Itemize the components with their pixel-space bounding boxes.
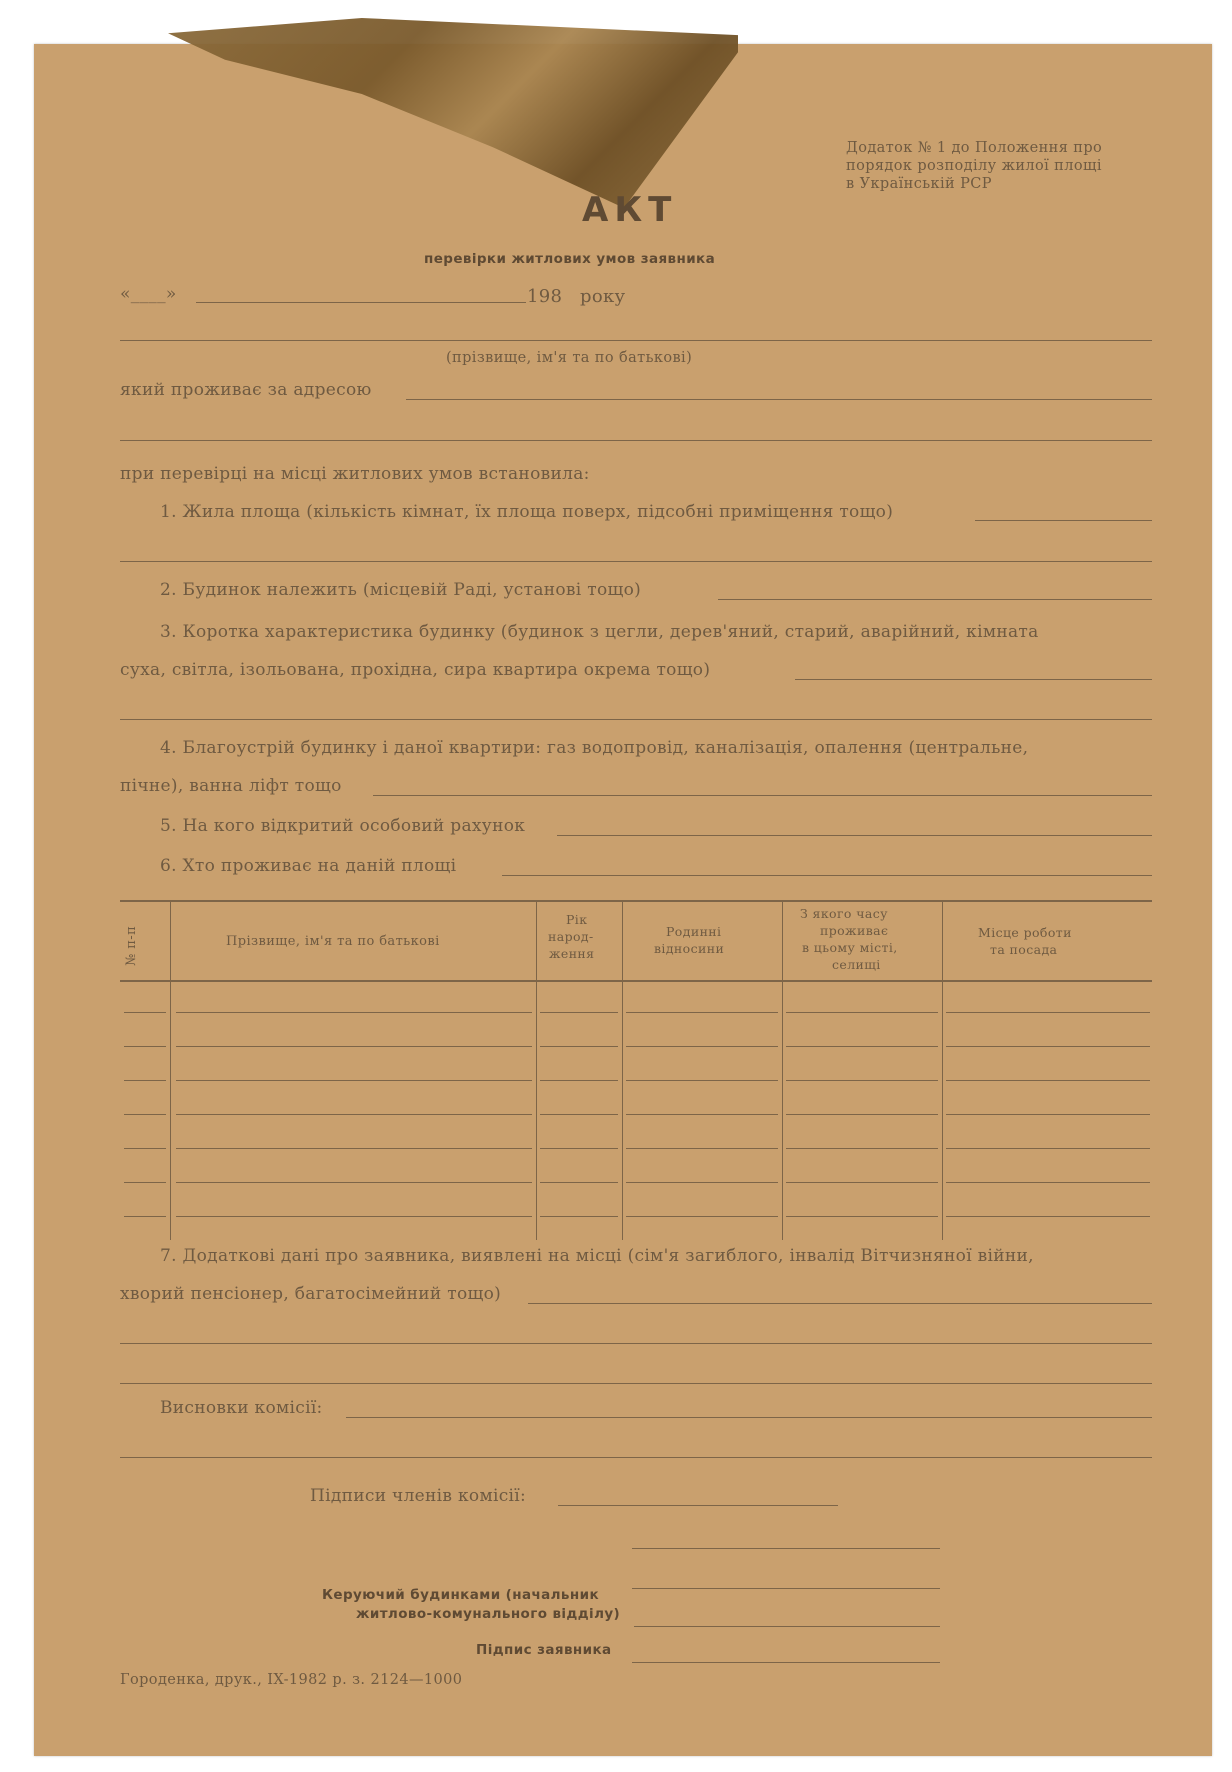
table-cell-line[interactable] [786, 1080, 938, 1081]
table-cell-line[interactable] [786, 1216, 938, 1217]
table-cell-line[interactable] [124, 1148, 166, 1149]
header-since: З якого часу [800, 906, 888, 921]
table-cell-line[interactable] [786, 1182, 938, 1183]
item-5-account: 5. На кого відкритий особовий рахунок [160, 816, 526, 836]
header-relation-2: відносини [654, 941, 725, 956]
address-line-1[interactable] [406, 399, 1152, 400]
table-cell-line[interactable] [124, 1046, 166, 1047]
table-cell-line[interactable] [176, 1080, 532, 1081]
header-workplace-2: та посада [990, 942, 1058, 957]
table-col-divider [782, 900, 783, 1240]
table-cell-line[interactable] [124, 1216, 166, 1217]
table-cell-line[interactable] [946, 1114, 1150, 1115]
name-caption: (прізвище, ім'я та по батькові) [446, 350, 693, 366]
table-cell-line[interactable] [540, 1114, 618, 1115]
manager-signature-line[interactable] [634, 1626, 940, 1627]
header-since-3: в цьому місті, [802, 940, 898, 955]
commission-signature-line-2[interactable] [632, 1548, 940, 1549]
header-workplace: Місце роботи [978, 925, 1072, 940]
table-cell-line[interactable] [626, 1182, 778, 1183]
item-7-additional-cont: хворий пенсіонер, багатосімейний тощо) [120, 1284, 502, 1304]
header-birth-year-2: народ- [548, 929, 594, 944]
item-5-line[interactable] [557, 835, 1152, 836]
date-month-line[interactable] [196, 302, 526, 303]
item-4-line[interactable] [373, 795, 1152, 796]
table-cell-line[interactable] [176, 1216, 532, 1217]
table-cell-line[interactable] [124, 1080, 166, 1081]
table-cell-line[interactable] [946, 1080, 1150, 1081]
table-cell-line[interactable] [540, 1080, 618, 1081]
item-3-building: 3. Коротка характеристика будинку (будинок з цегли, дерев'яний, старий, аварійний, кімната [160, 622, 1039, 642]
table-cell-line[interactable] [946, 1148, 1150, 1149]
table-cell-line[interactable] [124, 1182, 166, 1183]
header-birth-year-3: ження [549, 946, 595, 961]
table-col-divider [536, 900, 537, 1240]
header-since-4: селищі [832, 957, 881, 972]
item-1-line-a[interactable] [975, 520, 1152, 521]
table-cell-line[interactable] [626, 1148, 778, 1149]
table-cell-line[interactable] [786, 1114, 938, 1115]
table-cell-line[interactable] [626, 1216, 778, 1217]
item-2-line[interactable] [718, 599, 1152, 600]
item-7-line-b[interactable] [120, 1343, 1152, 1344]
item-7-line-a[interactable] [528, 1303, 1152, 1304]
date-day-field[interactable]: «____» [120, 284, 177, 304]
table-cell-line[interactable] [124, 1012, 166, 1013]
item-3-line-a[interactable] [795, 679, 1152, 680]
date-year-prefix: 198 [527, 286, 563, 307]
header-number: № п-п [124, 925, 139, 966]
manager-label: Керуючий будинками (начальник [322, 1587, 600, 1603]
inspection-intro: при перевірці на місці житлових умов встановила: [120, 464, 590, 484]
document-title: АКТ [582, 190, 678, 230]
applicant-signature-label: Підпис заявника [476, 1642, 612, 1658]
table-cell-line[interactable] [176, 1148, 532, 1149]
table-cell-line[interactable] [124, 1114, 166, 1115]
table-cell-line[interactable] [176, 1012, 532, 1013]
table-cell-line[interactable] [540, 1046, 618, 1047]
commission-signatures-label: Підписи членів комісії: [310, 1486, 527, 1506]
table-cell-line[interactable] [626, 1046, 778, 1047]
table-cell-line[interactable] [786, 1012, 938, 1013]
item-1-line-b[interactable] [120, 561, 1152, 562]
table-cell-line[interactable] [786, 1148, 938, 1149]
commission-signature-line-1[interactable] [558, 1505, 838, 1506]
header-since-2: проживає [820, 923, 889, 938]
table-cell-line[interactable] [176, 1114, 532, 1115]
item-3-building-cont: суха, світла, ізольована, прохідна, сира квартира окрема тощо) [120, 660, 711, 680]
table-cell-line[interactable] [540, 1148, 618, 1149]
table-cell-line[interactable] [626, 1012, 778, 1013]
table-top-rule [120, 900, 1152, 902]
table-cell-line[interactable] [946, 1046, 1150, 1047]
item-6-residents: 6. Хто проживає на даній площі [160, 856, 457, 876]
table-col-divider [170, 900, 171, 1240]
header-name: Прізвище, ім'я та по батькові [226, 934, 440, 949]
address-label: який проживає за адресою [120, 380, 372, 400]
table-cell-line[interactable] [176, 1046, 532, 1047]
date-year-suffix: року [580, 286, 626, 307]
appendix-note-line2: порядок розподілу жилої площі [846, 158, 1102, 174]
document-subtitle: перевірки житлових умов заявника [424, 251, 716, 267]
item-7-additional: 7. Додаткові дані про заявника, виявлені на місці (сім'я загиблого, інвалід Вітчизняної війни, [160, 1246, 1034, 1266]
table-cell-line[interactable] [626, 1080, 778, 1081]
header-birth-year: Рік [566, 912, 588, 927]
item-7-line-c[interactable] [120, 1383, 1152, 1384]
header-relation: Родинні [666, 924, 722, 939]
table-col-divider [622, 900, 623, 1240]
item-4-amenities-cont: пічне), ванна ліфт тощо [120, 776, 342, 796]
address-line-2[interactable] [120, 440, 1152, 441]
appendix-note-line3: в Українській РСР [846, 176, 992, 192]
appendix-note-line1: Додаток № 1 до Положення про [846, 140, 1103, 156]
item-1-living-area: 1. Жила площа (кількість кімнат, їх площа поверх, підсобні приміщення тощо) [160, 502, 894, 522]
table-cell-line[interactable] [946, 1182, 1150, 1183]
table-cell-line[interactable] [540, 1012, 618, 1013]
table-header-rule [120, 980, 1152, 982]
table-cell-line[interactable] [786, 1046, 938, 1047]
table-cell-line[interactable] [540, 1182, 618, 1183]
table-col-divider [942, 900, 943, 1240]
table-cell-line[interactable] [176, 1182, 532, 1183]
applicant-name-line[interactable] [120, 340, 1152, 341]
conclusions-line-a[interactable] [346, 1417, 1152, 1418]
table-cell-line[interactable] [626, 1114, 778, 1115]
manager-label-2: житлово-комунального відділу) [356, 1606, 621, 1622]
applicant-signature-line[interactable] [632, 1662, 940, 1663]
conclusions-label: Висновки комісії: [160, 1398, 323, 1418]
table-cell-line[interactable] [946, 1012, 1150, 1013]
table-cell-line[interactable] [946, 1216, 1150, 1217]
item-4-amenities: 4. Благоустрій будинку і даної квартири: газ водопровід, каналізація, опалення (центральне, [160, 738, 1029, 758]
printer-imprint: Городенка, друк., IX-1982 р. з. 2124—1000 [120, 1672, 463, 1688]
item-3-line-b[interactable] [120, 719, 1152, 720]
conclusions-line-b[interactable] [120, 1457, 1152, 1458]
table-cell-line[interactable] [540, 1216, 618, 1217]
item-6-line[interactable] [502, 875, 1152, 876]
item-2-ownership: 2. Будинок належить (місцевій Раді, установі тощо) [160, 580, 642, 600]
commission-signature-line-3[interactable] [632, 1588, 940, 1589]
